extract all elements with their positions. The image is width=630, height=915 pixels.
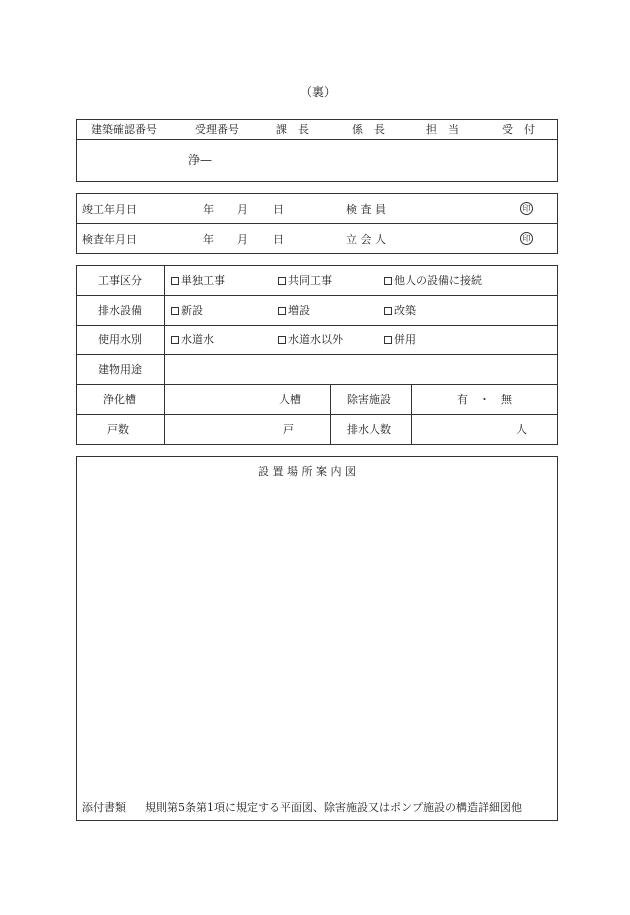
header-col-juri: 受理番号 xyxy=(195,123,239,136)
inspector-label: 検 査 員 xyxy=(346,203,386,216)
work-type-option[interactable]: 単独工事 xyxy=(171,275,225,286)
households-label: 戸数 xyxy=(107,423,129,436)
header-col-kacho: 課 長 xyxy=(276,123,309,136)
drainage-option[interactable]: 改築 xyxy=(384,305,416,316)
checkbox[interactable] xyxy=(278,307,286,315)
header-col-kakunin: 建築確認番号 xyxy=(91,123,157,136)
year-label: 年 xyxy=(203,233,214,246)
water-source-option[interactable]: 水道水 xyxy=(171,334,214,345)
drainage-option[interactable]: 増設 xyxy=(278,305,310,316)
septic-label: 浄化槽 xyxy=(103,393,136,406)
completion-date-label: 竣工年月日 xyxy=(82,203,137,216)
month-label: 月 xyxy=(237,203,248,216)
header-col-kakaricho: 係 長 xyxy=(352,123,385,136)
day-label: 日 xyxy=(273,203,284,216)
map-title: 設 置 場 所 案 内 図 xyxy=(258,465,356,478)
work-type-label: 工事区分 xyxy=(98,274,142,287)
work-type-option[interactable]: 共同工事 xyxy=(278,275,332,286)
septic-unit: 人槽 xyxy=(279,393,301,406)
checkbox[interactable] xyxy=(278,277,286,285)
number-prefix: 浄— xyxy=(188,153,213,167)
harm-facility-label: 除害施設 xyxy=(347,393,391,406)
checkbox[interactable] xyxy=(278,336,286,344)
seal-icon: 印 xyxy=(520,232,533,245)
header-col-tanto: 担 当 xyxy=(426,123,459,136)
discharge-people-label: 排水人数 xyxy=(347,423,391,436)
attachments-text: 規則第5条第1項に規定する平面図、除害施設又はポンプ施設の構造詳細図他 xyxy=(145,801,522,814)
witness-label: 立 会 人 xyxy=(346,233,386,246)
drainage-label: 排水設備 xyxy=(98,304,142,317)
building-use-label: 建物用途 xyxy=(98,363,142,376)
page-title: （裏） xyxy=(300,85,337,99)
inspection-date-label: 検査年月日 xyxy=(82,233,137,246)
water-source-label: 使用水別 xyxy=(98,333,142,346)
seal-icon: 印 xyxy=(520,202,533,215)
header-col-uketsuke: 受 付 xyxy=(502,123,535,136)
attachments-label: 添付書類 xyxy=(82,801,126,814)
harm-facility-value: 有 ・ 無 xyxy=(457,393,512,406)
checkbox[interactable] xyxy=(384,307,392,315)
checkbox[interactable] xyxy=(384,336,392,344)
location-map-box xyxy=(76,456,558,821)
year-label: 年 xyxy=(203,203,214,216)
checkbox[interactable] xyxy=(171,336,179,344)
households-unit: 戸 xyxy=(283,423,294,436)
month-label: 月 xyxy=(237,233,248,246)
water-source-option[interactable]: 併用 xyxy=(384,334,416,345)
checkbox[interactable] xyxy=(171,307,179,315)
water-source-option[interactable]: 水道水以外 xyxy=(278,334,343,345)
day-label: 日 xyxy=(273,233,284,246)
details-table xyxy=(76,265,558,445)
discharge-people-unit: 人 xyxy=(516,423,527,436)
checkbox[interactable] xyxy=(384,277,392,285)
checkbox[interactable] xyxy=(171,277,179,285)
work-type-option[interactable]: 他人の設備に接続 xyxy=(384,275,482,286)
drainage-option[interactable]: 新設 xyxy=(171,305,203,316)
